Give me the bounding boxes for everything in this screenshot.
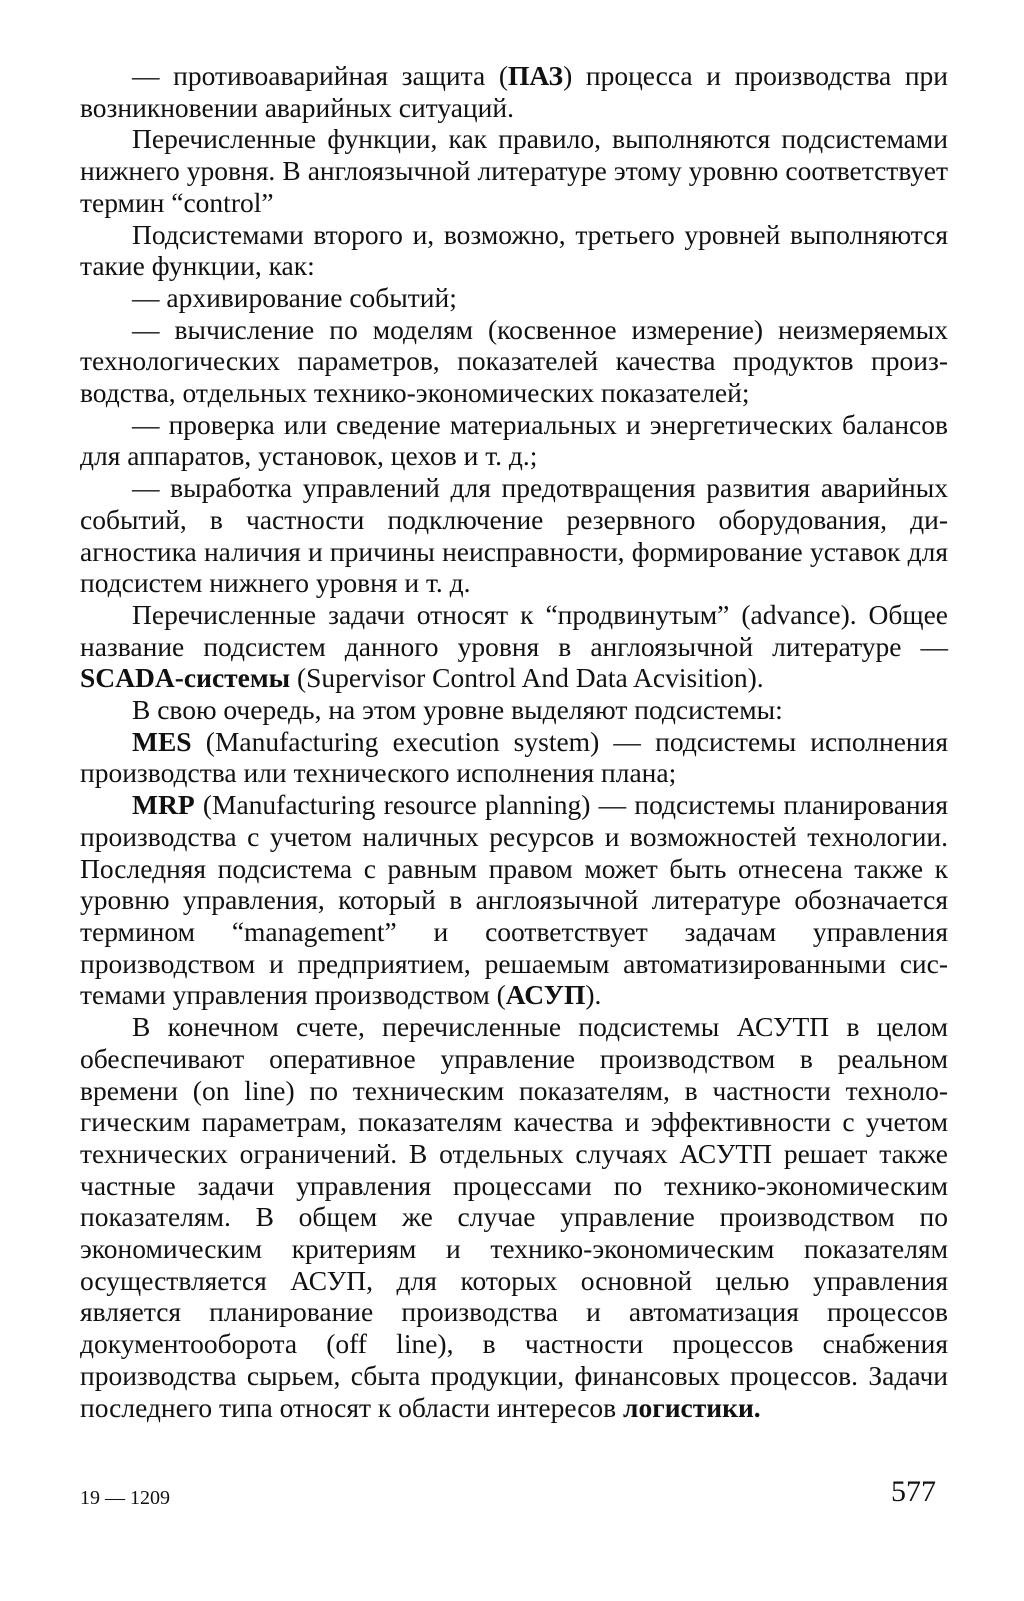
term-paz: ПАЗ: [507, 60, 564, 91]
term-mes: MES: [132, 725, 192, 757]
text-run: В свою очередь, на этом уровне выделяют подсистемы:: [132, 694, 783, 726]
term-logistics: логистики.: [623, 1391, 761, 1423]
text-run: (Manufacturing execution system) — подсистемы исполнения производства или технического исполнения плана;: [80, 725, 948, 789]
list-item-archiving: [80, 282, 948, 314]
paragraph-conclusion: [80, 1011, 948, 1423]
page-body: [80, 60, 948, 1423]
term-mrp: MRP: [132, 789, 195, 821]
text-run: Перечисленные функции, как правило, выполняются подсистемами нижнего уровня. В англоязычной литературе этому уровню соответствует термин “control”: [80, 123, 948, 218]
text-run: (Manufacturing resource planning) — подсистемы планирования производства с учетом наличных ресурсов и возможностей технологии. Последняя подсистема с равным правом может быть отнесена также к уровню управления, который в англоязычной литературе обозначается термином “management” и соответствует задачам управления производством и предприятием, решаемым автоматизированными системами управления производством (: [80, 789, 948, 1011]
text-run: Подсистемами второго и, возможно, третьего уровней выполняются такие функции, как:: [80, 218, 948, 282]
term-asup: АСУП: [505, 979, 586, 1011]
text-run: ).: [585, 979, 602, 1011]
term-scada: SCADA-системы: [80, 662, 291, 694]
text-run: Перечисленные задачи относят к “продвинутым” (advance). Общее название подсистем данного уровня в англоязычной литературе —: [80, 598, 948, 662]
text-run: — вычисление по моделям (косвенное измерение) неизмеряемых технологических параметров, показателей качества продуктов производства, отдельных технико-экономических показателей;: [80, 313, 948, 409]
text-run: — проверка или сведение материальных и энергетических балансов для аппаратов, установок, цехов и т. д.;: [80, 408, 948, 472]
paragraph-paz: [80, 60, 948, 123]
page-number: 577: [891, 1475, 936, 1508]
text-run: — выработка управлений для предотвращения развития аварийных событий, в частности подключение резервного оборудования, диагностика наличия и причины неисправности, формирование уставок для подсистем нижнего уровня и т. д.: [80, 472, 948, 599]
paragraph-mrp: [80, 789, 948, 1011]
text-run: — противоаварийная защита (: [132, 60, 508, 91]
paragraph-mes: [80, 726, 948, 789]
text-run: — архивирование событий;: [132, 281, 457, 313]
paragraph-subsystems: [80, 694, 948, 726]
paragraph-second-level: [80, 219, 948, 282]
list-item-balances: [80, 409, 948, 472]
page-footer: [80, 1475, 948, 1515]
text-run: (Supervisor Control And Data Acvisition).: [290, 662, 764, 694]
text-run: В конечном счете, перечисленные подсистемы АСУТП в целом обеспечивают оперативное управление производством в реальном времени (on line) по техническим показателям, в частности технологическим параметрам, показателям качества и эффективности с учетом технических ограничений. В отдельных случаях АСУТП решает также частные задачи управления процессами по технико-экономическим показателям. В общем же случае управление производством по экономическим критериям и технико-экономическим показателям осуществляется АСУП, для которых основной целью управления является планирование производства и автоматизация процессов документооборота (off line), в частности процессов снабжения производства сырьем, сбыта продукции, финансовых процессов. Задачи последнего типа относят к области интересов: [80, 1011, 948, 1423]
text-run: ) процесса и производства при возникновении аварийных ситуаций.: [80, 60, 948, 123]
list-item-control-actions: [80, 472, 948, 599]
printer-signature: 19 — 1209: [80, 1487, 170, 1509]
list-item-models: [80, 314, 948, 409]
paragraph-functions-lower: [80, 123, 948, 218]
paragraph-scada: [80, 599, 948, 694]
